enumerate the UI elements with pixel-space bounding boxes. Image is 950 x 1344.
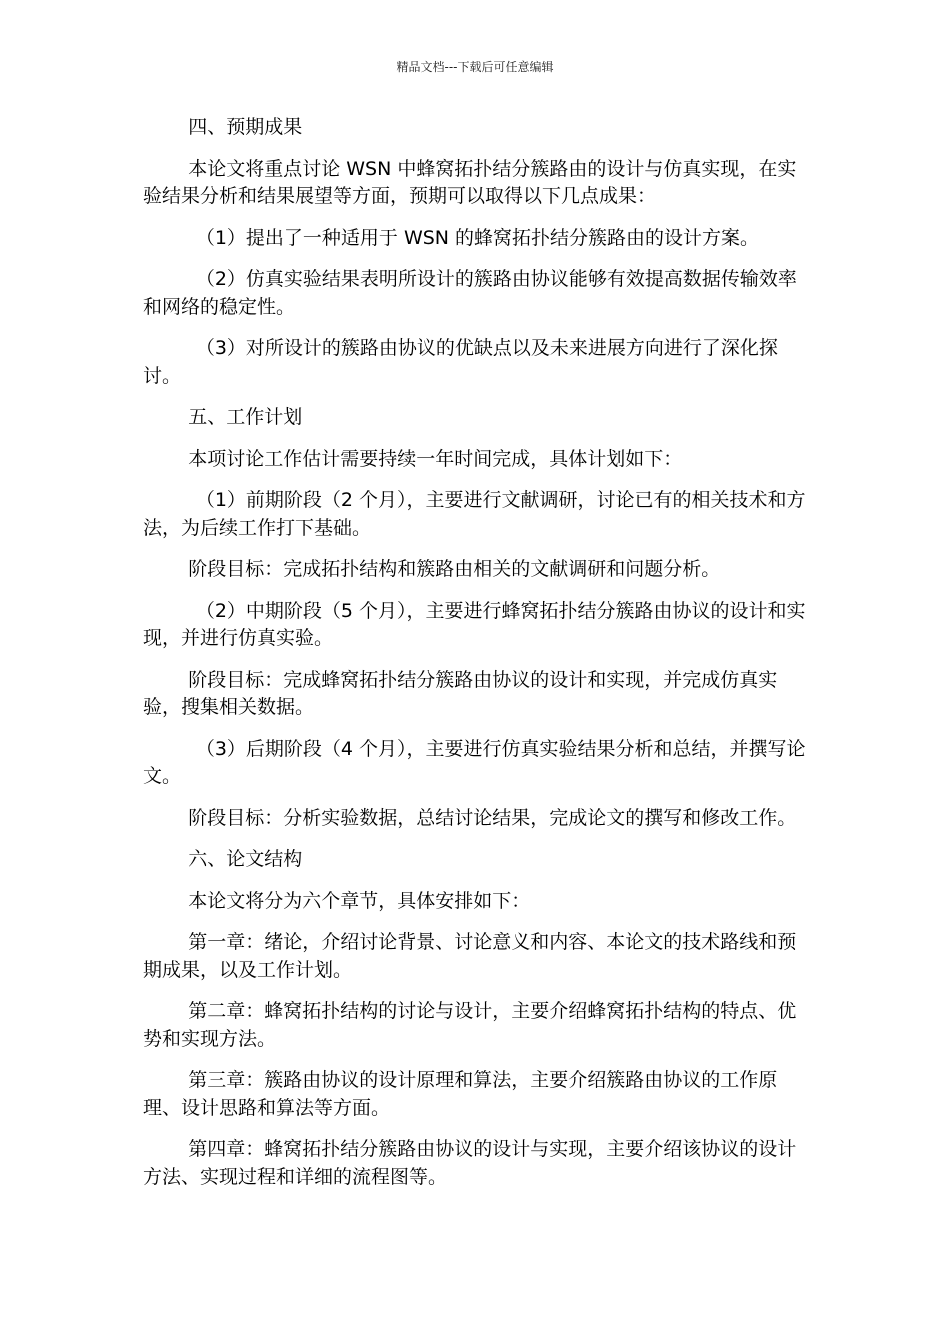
result-item-2: （2）仿真实验结果表明所设计的簇路由协议能够有效提高数据传输效率和网络的稳定性。 [143, 268, 797, 318]
section-heading-work-plan: 五、工作计划 [188, 406, 303, 428]
section-heading-expected-results: 四、预期成果 [188, 116, 303, 138]
chapter-3-description: 第三章：簇路由协议的设计原理和算法，主要介绍簇路由协议的工作原理、设计思路和算法等方面。 [143, 1069, 778, 1119]
plan-stage-2-goal: 阶段目标：完成蜂窝拓扑结分簇路由协议的设计和实现，并完成仿真实验，搜集相关数据。 [143, 668, 778, 718]
chapter-4-description: 第四章：蜂窝拓扑结分簇路由协议的设计与实现，主要介绍该协议的设计方法、实现过程和详细的流程图等。 [143, 1138, 797, 1188]
paragraph-plan-intro: 本项讨论工作估计需要持续一年时间完成，具体计划如下： [188, 447, 683, 470]
plan-stage-3: （3）后期阶段（4 个月），主要进行仿真实验结果分析和总结，并撰写论文。 [143, 737, 806, 787]
plan-stage-1: （1）前期阶段（2 个月），主要进行文献调研，讨论已有的相关技术和方法，为后续工作打下基础。 [143, 489, 806, 539]
chapter-1-description: 第一章：绪论，介绍讨论背景、讨论意义和内容、本论文的技术路线和预期成果，以及工作计划。 [143, 931, 797, 981]
section-heading-thesis-structure: 六、论文结构 [188, 848, 303, 870]
paragraph-intro-results: 本论文将重点讨论 WSN 中蜂窝拓扑结分簇路由的设计与仿真实现，在实验结果分析和结果展望等方面，预期可以取得以下几点成果： [143, 157, 797, 207]
paragraph-structure-intro: 本论文将分为六个章节，具体安排如下： [188, 889, 531, 912]
chapter-2-description: 第二章：蜂窝拓扑结构的讨论与设计，主要介绍蜂窝拓扑结构的特点、优势和实现方法。 [143, 1000, 797, 1050]
result-item-1: （1）提出了一种适用于 WSN 的蜂窝拓扑结分簇路由的设计方案。 [195, 226, 760, 249]
page-header: 精品文档---下载后可任意编辑 [396, 60, 554, 74]
plan-stage-3-goal: 阶段目标：分析实验数据，总结讨论结果，完成论文的撰写和修改工作。 [188, 806, 797, 829]
plan-stage-2: （2）中期阶段（5 个月），主要进行蜂窝拓扑结分簇路由协议的设计和实现，并进行仿真实验。 [143, 599, 806, 649]
document-body [143, 114, 807, 1205]
plan-stage-1-goal: 阶段目标：完成拓扑结构和簇路由相关的文献调研和问题分析。 [188, 558, 721, 580]
result-item-3: （3）对所设计的簇路由协议的优缺点以及未来进展方向进行了深化探讨。 [143, 337, 778, 387]
